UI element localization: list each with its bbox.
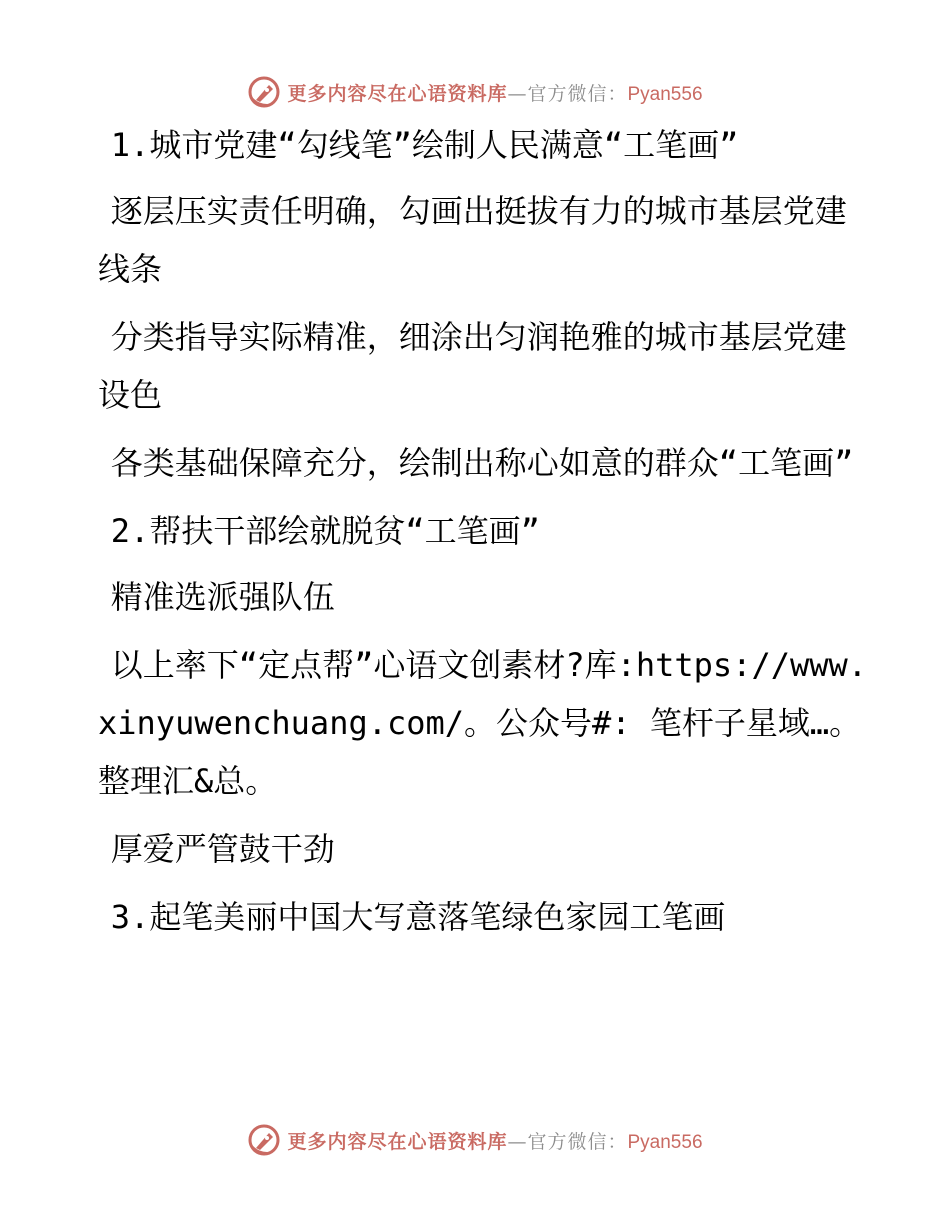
- header-wechat-id: Pyan556: [627, 83, 703, 105]
- section-heading-3: 3.起笔美丽中国大写意落笔绿色家园工笔画: [110, 898, 726, 936]
- section-heading-2: 2.帮扶干部绘就脱贫“工笔画”: [110, 512, 540, 550]
- paragraph: 精准选派强队伍: [110, 578, 335, 616]
- paragraph: 以上率下“定点帮”心语文创素材?库:https://www.xinyuwenchuang.com/。公众号#: 笔杆子星域…。整理汇&总。: [98, 646, 868, 800]
- paragraph: 厚爱严管鼓干劲: [110, 830, 335, 868]
- document-body: [98, 116, 868, 954]
- footer-wechat-id: Pyan556: [627, 1131, 703, 1153]
- footer-banner: [0, 1118, 950, 1162]
- paragraph: 逐层压实责任明确，勾画出挺拔有力的城市基层党建线条: [98, 192, 847, 288]
- header-banner: [0, 70, 950, 114]
- footer-site-name: 更多内容尽在心语资料库: [287, 1130, 508, 1153]
- pen-nib-circle-icon: [247, 1123, 281, 1157]
- paragraph: 分类指导实际精准，细涂出匀润艳雅的城市基层党建设色: [98, 318, 847, 414]
- footer-official-label: —官方微信：: [507, 1130, 628, 1153]
- header-site-name: 更多内容尽在心语资料库: [287, 82, 508, 105]
- footer-banner-text: [287, 1127, 702, 1154]
- header-official-label: —官方微信：: [507, 82, 628, 105]
- header-banner-text: [287, 79, 702, 106]
- pen-nib-circle-icon: [247, 75, 281, 109]
- paragraph: 各类基础保障充分，绘制出称心如意的群众“工笔画”: [110, 444, 854, 482]
- section-heading-1: 1.城市党建“勾线笔”绘制人民满意“工笔画”: [110, 126, 739, 164]
